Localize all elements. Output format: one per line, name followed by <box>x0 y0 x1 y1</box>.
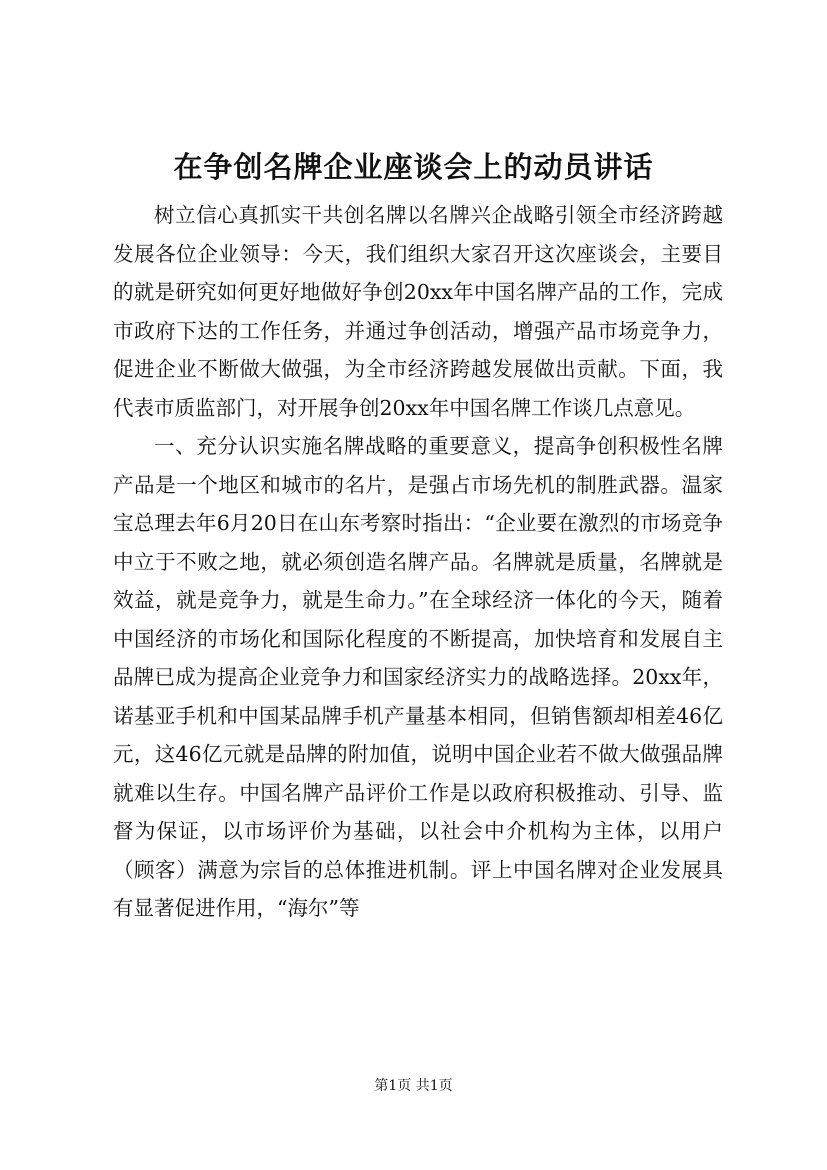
page-number-footer: 第1页 共1页 <box>374 1078 453 1094</box>
document-title: 在争创名牌企业座谈会上的动员讲话 <box>173 150 654 184</box>
paragraph-section-one: 一、充分认识实施名牌战略的重要意义，提高争创积极性名牌产品是一个地区和城市的名片，是强占市场先机的制胜武器。温家宝总理去年6月20日在山东考察时指出：“企业要在激烈的市场竞争中立于不败之地，就必须创造名牌产品。名牌就是质量，名牌就是效益，就是竞争力，就是生命力。”在全球经济一体化的今天，随着中国经济的市场化和国际化程度的不断提高，加快培育和发展自主品牌已成为提高企业竞争力和国家经济实力的战略选择。20xx年，诺基亚手机和中国某品牌手机产量基本相同，但销售额却相差46亿元，这46亿元就是品牌的附加值，说明中国企业若不做大做强品牌就难以生存。中国名牌产品评价工作是以政府积极推动、引导、监督为保证，以市场评价为基础，以社会中介机构为主体，以用户（顾客）满意为宗旨的总体推进机制。评上中国名牌对企业发展具有显著促进作用，“海尔”等 <box>113 434 723 920</box>
document-body <box>113 196 723 928</box>
paragraph-intro: 树立信心真抓实干共创名牌以名牌兴企战略引领全市经济跨越发展各位企业领导：今天，我们组织大家召开这次座谈会，主要目的就是研究如何更好地做好争创20xx年中国名牌产品的工作，完成市政府下达的工作任务，并通过争创活动，增强产品市场竞争力，促进企业不断做大做强，为全市经济跨越发展做出贡献。下面，我代表市质监部门，对开展争创20xx年中国名牌工作谈几点意见。 <box>113 203 723 420</box>
